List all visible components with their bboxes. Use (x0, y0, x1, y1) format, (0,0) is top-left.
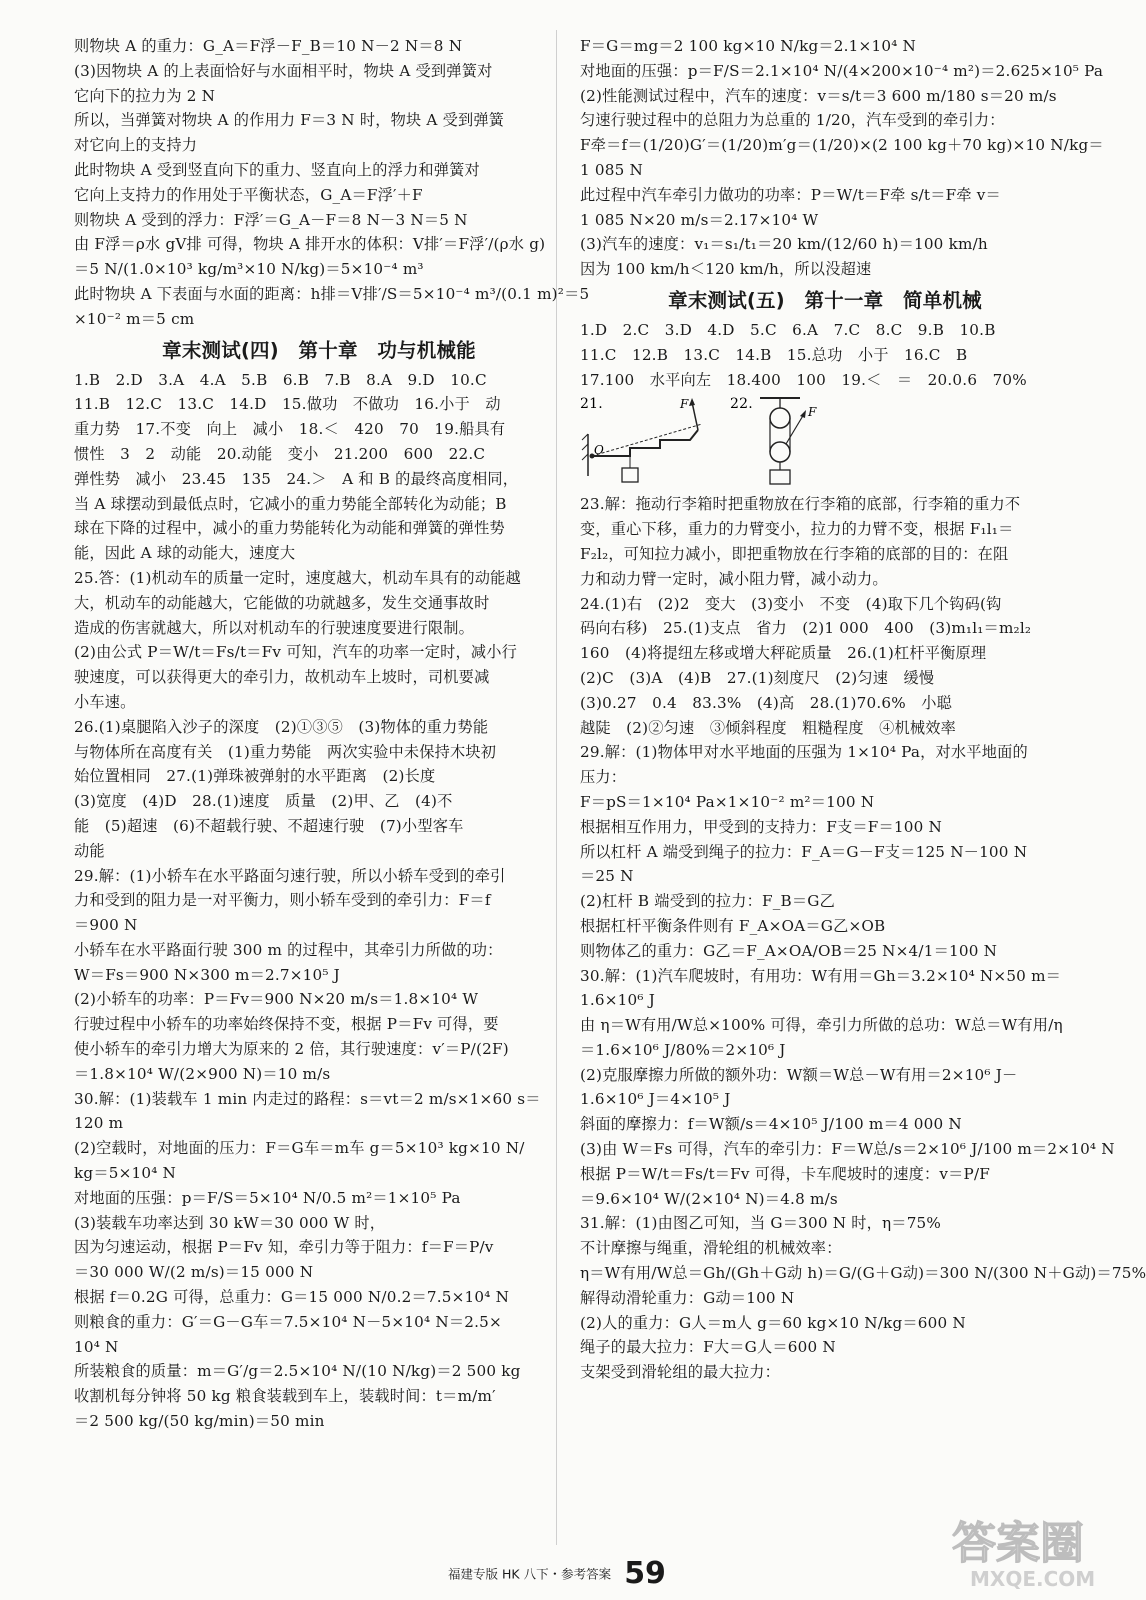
text-line: 此时物块 A 下表面与水面的距离：h排＝V排′/S＝5×10⁻⁴ m³/(0.1 m)²＝5 (74, 284, 590, 303)
text-line: kg＝5×10⁴ N (74, 1164, 177, 1183)
text-line: η＝W有用/W总＝Gh/(Gh＋G动 h)＝G/(G＋G动)＝300 N/(300 N＋G动)＝75% (580, 1264, 1146, 1283)
text-line: 造成的伤害就越大，所以对机动车的行驶速度要进行限制。 (74, 618, 475, 637)
text-line: 能，因此 A 球的动能大，速度大 (74, 544, 296, 563)
bent-lever (592, 430, 698, 456)
text-line: (2)小轿车的功率：P＝Fv＝900 N×20 m/s＝1.8×10⁴ W (74, 990, 479, 1009)
text-line: 17.100 水平向左 18.400 100 19.＜ ＝ 20.0.6 70% (580, 370, 1027, 389)
text-line: 23.解：拖动行李箱时把重物放在行李箱的底部，行李箱的重力不 (580, 495, 1021, 514)
text-line: 变，重心下移，重力的力臂变小，拉力的力臂不变，根据 F₁l₁＝ (580, 520, 1014, 539)
page-number: 59 (624, 1556, 666, 1591)
text-line: 斜面的摩擦力：f＝W额/s＝4×10⁵ J/100 m＝4 000 N (580, 1115, 962, 1134)
text-line: 25.答：(1)机动车的质量一定时，速度越大，机动车具有的动能越 (74, 568, 521, 587)
text-line: 球在下降的过程中，减小的重力势能转化为动能和弹簧的弹性势 (74, 519, 505, 538)
text-line: 它向上支持力的作用处于平衡状态，G_A＝F浮′＋F (74, 185, 423, 204)
text-line: 与物体所在高度有关 (1)重力势能 两次实验中未保持木块初 (74, 742, 497, 761)
text-line: 1.6×10⁶ J (580, 991, 656, 1010)
text-line: 160 (4)将提纽左移或增大秤砣质量 26.(1)杠杆平衡原理 (580, 644, 987, 663)
text-line: 行驶过程中小轿车的功率始终保持不变，根据 P＝Fv 可得，要 (74, 1015, 499, 1034)
text-line: 弹性势 减小 23.45 135 24.＞ A 和 B 的最终高度相同， (74, 469, 519, 488)
text-line: 则物块 A 受到的浮力：F浮′＝G_A－F＝8 N－3 N＝5 N (74, 210, 468, 229)
text-line: 小轿车在水平路面行驶 300 m 的过程中，其牵引力所做的功： (74, 940, 503, 959)
text-line: 使小轿车的牵引力增大为原来的 2 倍，其行驶速度：v′＝P/(2F) (74, 1040, 509, 1059)
text-line: 它向下的拉力为 2 N (74, 86, 216, 105)
question-number: 21. (580, 396, 603, 413)
text-line: ＝900 N (74, 916, 138, 935)
text-line: (2)由公式 P＝W/t＝Fs/t＝Fv 可知，汽车的功率一定时，减小行 (74, 643, 518, 662)
text-line: 驶速度，可以获得更大的牵引力，故机动车上坡时，司机要减 (74, 668, 490, 687)
text-line: 1.D 2.C 3.D 4.D 5.C 6.A 7.C 8.C 9.B 10.B (580, 320, 996, 339)
text-line: F＝G＝mg＝2 100 kg×10 N/kg＝2.1×10⁴ N (580, 37, 916, 55)
text-line: 重力势 17.不变 向上 减小 18.＜ 420 70 19.船具有 (74, 420, 506, 439)
text-line: ＝1.6×10⁶ J/80%＝2×10⁶ J (580, 1040, 786, 1059)
text-line: 码向右移) 25.(1)支点 省力 (2)1 000 400 (3)m₁l₁＝m₂l₂ (580, 619, 1032, 638)
answer-figures (580, 394, 1070, 488)
text-line: 对它向上的支持力 (74, 136, 198, 155)
question-number: 22. (730, 396, 753, 413)
text-line: (3)汽车的速度：v₁＝s₁/t₁＝20 km/(12/60 h)＝100 km/h (580, 235, 988, 254)
text-line: (3)0.27 0.4 83.3% (4)高 28.(1)70.6% 小聪 (580, 693, 953, 712)
text-line: 1 085 N (580, 160, 643, 179)
wall-hatch (582, 444, 588, 450)
text-line: (2)性能测试过程中，汽车的速度：v＝s/t＝3 600 m/180 s＝20 m/s (580, 86, 1057, 105)
text-line: 30.解：(1)装载车 1 min 内走过的路程：s＝vt＝2 m/s×1×60 s＝ (74, 1089, 541, 1108)
text-line: 11.B 12.C 13.C 14.D 15.做功 不做功 16.小于 动 (74, 395, 501, 414)
text-line: 此过程中汽车牵引力做功的功率：P＝W/t＝F牵 s/t＝F牵 v＝ (580, 185, 1001, 204)
weight-block (622, 468, 638, 482)
text-line: 小车速。 (74, 692, 136, 711)
footer-label: 福建专版 HK 八下・参考答案 (448, 1566, 612, 1582)
text-line: 绳子的最大拉力：F大＝G人＝600 N (580, 1338, 836, 1357)
text-line: F＝pS＝1×10⁴ Pa×1×10⁻² m²＝100 N (580, 792, 875, 811)
text-line: (3)由 W＝Fs 可得，汽车的牵引力：F＝W总/s＝2×10⁶ J/100 m＝2×10⁴ N (580, 1140, 1115, 1159)
text-line: 此时物块 A 受到竖直向下的重力、竖直向上的浮力和弹簧对 (74, 160, 480, 179)
text-line: ＝9.6×10⁴ W/(2×10⁴ N)＝4.8 m/s (580, 1189, 838, 1208)
text-line: 30.解：(1)汽车爬坡时，有用功：W有用＝Gh＝3.2×10⁴ N×50 m＝ (580, 966, 1062, 985)
page-footer (0, 1556, 1114, 1591)
text-line: 10⁴ N (74, 1337, 119, 1356)
text-line: ＝25 N (580, 867, 634, 886)
wall-hatch (582, 454, 588, 460)
text-line: ×10⁻² m＝5 cm (74, 309, 195, 328)
text-line: (2)杠杆 B 端受到的拉力：F_B＝G乙 (580, 892, 836, 911)
text-line: 动能 (74, 841, 105, 860)
right-column (580, 34, 1146, 1385)
text-line: 不计摩擦与绳重，滑轮组的机械效率： (580, 1239, 842, 1258)
text-line: 因为 100 km/h＜120 km/h，所以没超速 (580, 260, 872, 279)
text-line: 26.(1)桌腿陷入沙子的深度 (2)①③⑤ (3)物体的重力势能 (74, 717, 489, 736)
text-line: 由 η＝W有用/W总×100% 可得，牵引力所做的总功：W总＝W有用/η (580, 1016, 1063, 1035)
wall-hatch (582, 434, 588, 440)
text-line: 所装粮食的质量：m＝G′/g＝2.5×10⁴ N/(10 N/kg)＝2 500 kg (74, 1362, 521, 1381)
lever-diagram (580, 394, 740, 488)
text-line: 力和动力臂一定时，减小阻力臂，减小动力。 (580, 569, 888, 588)
text-line: 根据相互作用力，甲受到的支持力：F支＝F＝100 N (580, 817, 942, 836)
text-line: 则物体乙的重力：G乙＝F_A×OA/OB＝25 N×4/1＝100 N (580, 941, 998, 960)
movable-pulley (770, 442, 790, 462)
svg-text:答案圈: 答案圈 (952, 1518, 1084, 1569)
text-line: 根据杠杆平衡条件则有 F_A×OA＝G乙×OB (580, 916, 886, 935)
chapter-heading: 章末测试(四) 第十章 功与机械能 (162, 338, 476, 362)
text-line: F牵＝f＝(1/20)G′＝(1/20)m′g＝(1/20)×(2 100 kg＋70 kg)×10 N/kg＝ (580, 136, 1104, 155)
watermark-logo (948, 1506, 1100, 1594)
text-line: 由 F浮＝ρ水 gV排 可得，物块 A 排开水的体积：V排′＝F浮′/(ρ水 g) (74, 235, 546, 254)
text-line: (3)宽度 (4)D 28.(1)速度 质量 (2)甲、乙 (4)不 (74, 792, 453, 811)
text-line: 根据 P＝W/t＝Fs/t＝Fv 可得，卡车爬坡时的速度：v＝P/F (580, 1164, 991, 1183)
text-line: 力和受到的阻力是一对平衡力，则小轿车受到的牵引力：F＝f (74, 891, 491, 910)
text-line: ＝30 000 W/(2 m/s)＝15 000 N (74, 1263, 314, 1282)
arrow-head (689, 398, 695, 406)
text-line: 匀速行驶过程中的总阻力为总重的 1/20，汽车受到的牵引力： (580, 111, 1005, 130)
text-line: ＝2 500 kg/(50 kg/min)＝50 min (74, 1412, 325, 1431)
text-line: 对地面的压强：p＝F/S＝2.1×10⁴ N/(4×200×10⁻⁴ m²)＝2.625×10⁵ Pa (580, 61, 1104, 80)
text-line: 根据 f＝0.2G 可得，总重力：G＝15 000 N/0.2＝7.5×10⁴ N (74, 1288, 510, 1307)
fixed-pulley (770, 408, 790, 428)
text-line: 惯性 3 2 动能 20.动能 变小 21.200 600 22.C (74, 444, 486, 463)
text-line: 29.解：(1)物体甲对水平地面的压强为 1×10⁴ Pa，对水平地面的 (580, 743, 1028, 762)
text-line: F₂l₂，可知拉力减小，即把重物放在行李箱的底部的目的：在阻 (580, 544, 1009, 563)
text-line: 越陡 (2)②匀速 ③倾斜程度 粗糙程度 ④机械效率 (580, 718, 957, 737)
text-line: W＝Fs＝900 N×300 m＝2.7×10⁵ J (74, 965, 340, 984)
pivot-label: O (594, 443, 605, 458)
text-line: 29.解：(1)小轿车在水平路面匀速行驶，所以小轿车受到的牵引 (74, 866, 506, 885)
text-line: (2)人的重力：G人＝m人 g＝60 kg×10 N/kg＝600 N (580, 1313, 966, 1332)
text-line: 当 A 球摆动到最低点时，它减小的重力势能全部转化为动能；B (74, 494, 507, 513)
weight-block (770, 470, 790, 484)
text-line: 大，机动车的动能越大，它能做的功就越多，发生交通事故时 (74, 593, 490, 612)
pulley-diagram (730, 394, 850, 488)
text-line: 1.6×10⁶ J＝4×10⁵ J (580, 1090, 731, 1109)
svg-text:MXQE.COM: MXQE.COM (970, 1567, 1096, 1591)
text-line: 则粮食的重力：G′＝G－G车＝7.5×10⁴ N－5×10⁴ N＝2.5× (74, 1312, 502, 1331)
text-line: ＝1.8×10⁴ W/(2×900 N)＝10 m/s (74, 1064, 331, 1083)
text-line: 解得动滑轮重力：G动＝100 N (580, 1288, 795, 1307)
chapter-heading: 章末测试(五) 第十一章 简单机械 (668, 288, 982, 312)
text-line: 120 m (74, 1114, 124, 1133)
text-line: 能 (5)超速 (6)不超载行驶、不超速行驶 (7)小型客车 (74, 816, 464, 835)
text-line: (2)空载时，对地面的压力：F＝G车＝m车 g＝5×10³ kg×10 N/ (74, 1139, 525, 1158)
text-line: 11.C 12.B 13.C 14.B 15.总功 小于 16.C B (580, 345, 968, 364)
text-line: (2)C (3)A (4)B 27.(1)刻度尺 (2)匀速 缓慢 (580, 668, 935, 687)
text-line: 始位置相同 27.(1)弹珠被弹射的水平距离 (2)长度 (74, 767, 436, 786)
text-line: 24.(1)右 (2)2 变大 (3)变小 不变 (4)取下几个钩码(钩 (580, 594, 1002, 613)
text-line: 对地面的压强：p＝F/S＝5×10⁴ N/0.5 m²＝1×10⁵ Pa (74, 1188, 461, 1207)
text-line: 压力： (580, 768, 627, 787)
text-line: (2)克服摩擦力所做的额外功：W额＝W总－W有用＝2×10⁶ J－ (580, 1065, 1018, 1084)
text-line: ＝5 N/(1.0×10³ kg/m³×10 N/kg)＝5×10⁻⁴ m³ (74, 260, 424, 279)
text-line: (3)装载车功率达到 30 kW＝30 000 W 时， (74, 1213, 386, 1232)
text-line: 所以，当弹簧对物块 A 的作用力 F＝3 N 时，物块 A 受到弹簧 (74, 111, 505, 130)
text-line: 31.解：(1)由图乙可知，当 G＝300 N 时，η＝75% (580, 1214, 942, 1233)
left-column (74, 34, 590, 1434)
pull-rope (786, 414, 804, 444)
text-line: 收割机每分钟将 50 kg 粮食装载到车上，装载时间：t＝m/m′ (74, 1387, 496, 1406)
text-line: 所以杠杆 A 端受到绳子的拉力：F_A＝G－F支＝125 N－100 N (580, 842, 1028, 861)
text-line: (3)因物块 A 的上表面恰好与水面相平时，物块 A 受到弹簧对 (74, 61, 493, 80)
text-line: 则物块 A 的重力：G_A＝F浮－F_B＝10 N－2 N＝8 N (74, 37, 463, 55)
force-label: F (808, 405, 817, 420)
text-line: 支架受到滑轮组的最大拉力： (580, 1363, 781, 1382)
text-line: 因为匀速运动，根据 P＝Fv 知，牵引力等于阻力：f＝F＝P/v (74, 1238, 494, 1257)
force-label: F (680, 397, 689, 412)
text-line: 1 085 N×20 m/s＝2.17×10⁴ W (580, 210, 819, 229)
text-line: 1.B 2.D 3.A 4.A 5.B 6.B 7.B 8.A 9.D 10.C (74, 370, 487, 389)
arrow-head (800, 410, 806, 418)
